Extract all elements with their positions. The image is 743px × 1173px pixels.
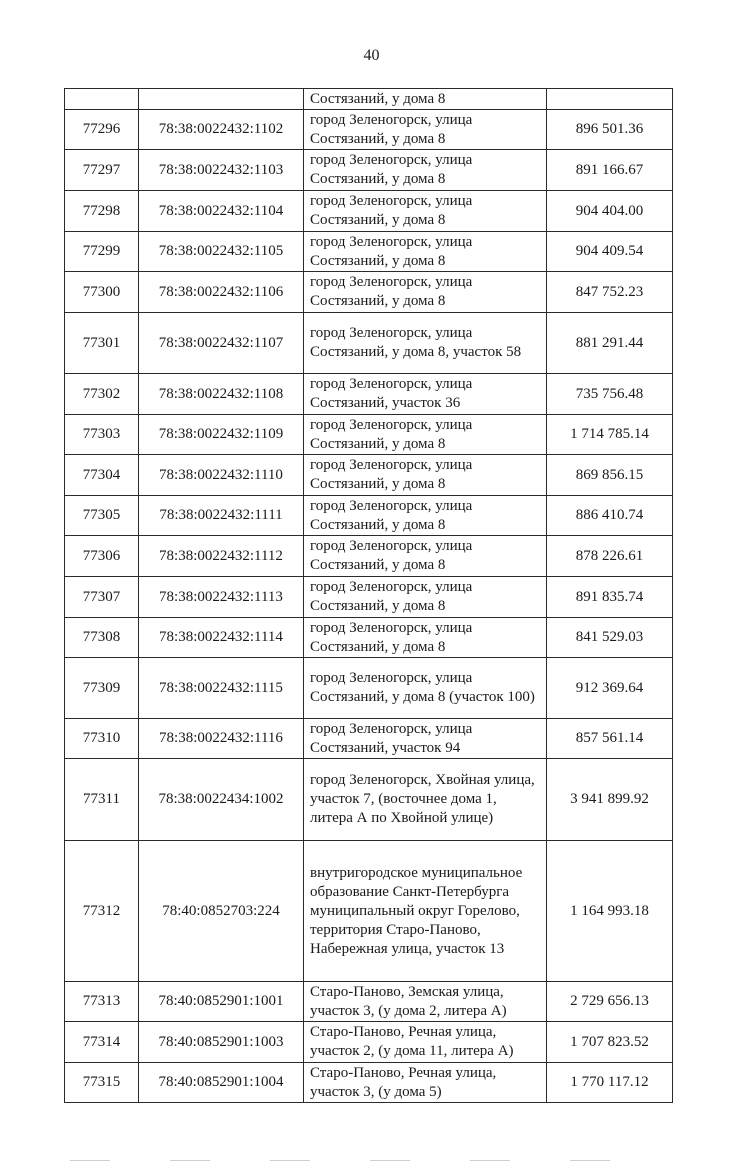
cadastral-value-cell: 1 714 785.14 bbox=[547, 415, 673, 455]
cadastral-value-cell: 896 501.36 bbox=[547, 110, 673, 150]
cadastral-value-cell: 1 164 993.18 bbox=[547, 841, 673, 982]
cadastral-number-cell: 78:38:0022432:1103 bbox=[139, 150, 304, 191]
address-cell: город Зеленогорск, улица Состязаний, у дома 8 bbox=[304, 536, 547, 577]
cadastral-value-cell: 886 410.74 bbox=[547, 496, 673, 536]
cadastral-value-cell: 2 729 656.13 bbox=[547, 982, 673, 1022]
table-row bbox=[65, 577, 673, 618]
row-number-cell: 77300 bbox=[65, 272, 139, 313]
table-row bbox=[65, 1063, 673, 1103]
table-row bbox=[65, 110, 673, 150]
row-number-cell: 77303 bbox=[65, 415, 139, 455]
cadastral-number-cell: 78:38:0022432:1114 bbox=[139, 618, 304, 658]
cadastral-value-cell: 1 707 823.52 bbox=[547, 1022, 673, 1063]
cadastral-value-cell: 857 561.14 bbox=[547, 719, 673, 759]
table-row bbox=[65, 232, 673, 272]
cadastral-number-cell: 78:38:0022432:1106 bbox=[139, 272, 304, 313]
table-row bbox=[65, 374, 673, 415]
cadastral-number-cell: 78:38:0022432:1110 bbox=[139, 455, 304, 496]
table-row bbox=[65, 89, 673, 110]
cadastral-number-cell: 78:40:0852703:224 bbox=[139, 841, 304, 982]
row-number-cell: 77314 bbox=[65, 1022, 139, 1063]
row-number-cell: 77296 bbox=[65, 110, 139, 150]
table-body bbox=[65, 89, 673, 1103]
cadastral-number-cell: 78:38:0022432:1116 bbox=[139, 719, 304, 759]
cadastral-number-cell: 78:40:0852901:1001 bbox=[139, 982, 304, 1022]
address-cell: город Зеленогорск, улица Состязаний, у дома 8, участок 58 bbox=[304, 313, 547, 374]
table-row bbox=[65, 191, 673, 232]
address-cell: Старо-Паново, Земская улица, участок 3, (у дома 2, литера А) bbox=[304, 982, 547, 1022]
address-cell: город Зеленогорск, улица Состязаний, у дома 8 bbox=[304, 272, 547, 313]
address-cell: город Зеленогорск, улица Состязаний, у дома 8 bbox=[304, 232, 547, 272]
cadastral-value-cell: 869 856.15 bbox=[547, 455, 673, 496]
cadastral-number-cell: 78:38:0022432:1108 bbox=[139, 374, 304, 415]
address-cell: город Зеленогорск, улица Состязаний, у дома 8 bbox=[304, 150, 547, 191]
cadastral-value-cell: 904 404.00 bbox=[547, 191, 673, 232]
table-row bbox=[65, 272, 673, 313]
cadastral-value-cell: 891 166.67 bbox=[547, 150, 673, 191]
cadastral-value-cell: 841 529.03 bbox=[547, 618, 673, 658]
cadastral-value-cell: 881 291.44 bbox=[547, 313, 673, 374]
row-number-cell: 77304 bbox=[65, 455, 139, 496]
address-cell: город Зеленогорск, улица Состязаний, у дома 8 bbox=[304, 455, 547, 496]
table-row bbox=[65, 759, 673, 841]
table-row bbox=[65, 536, 673, 577]
row-number-cell: 77307 bbox=[65, 577, 139, 618]
table-row bbox=[65, 1022, 673, 1063]
cadastral-value-cell: 904 409.54 bbox=[547, 232, 673, 272]
row-number-cell: 77306 bbox=[65, 536, 139, 577]
address-cell: город Зеленогорск, улица Состязаний, участок 36 bbox=[304, 374, 547, 415]
table-row bbox=[65, 982, 673, 1022]
row-number-cell bbox=[65, 89, 139, 110]
row-number-cell: 77309 bbox=[65, 658, 139, 719]
row-number-cell: 77310 bbox=[65, 719, 139, 759]
row-number-cell: 77298 bbox=[65, 191, 139, 232]
table-row bbox=[65, 841, 673, 982]
cadastral-number-cell: 78:38:0022432:1104 bbox=[139, 191, 304, 232]
table-row bbox=[65, 719, 673, 759]
address-cell: Состязаний, у дома 8 bbox=[304, 89, 547, 110]
row-number-cell: 77312 bbox=[65, 841, 139, 982]
row-number-cell: 77308 bbox=[65, 618, 139, 658]
cadastral-number-cell: 78:38:0022432:1109 bbox=[139, 415, 304, 455]
cadastral-value-cell: 3 941 899.92 bbox=[547, 759, 673, 841]
address-cell: город Зеленогорск, улица Состязаний, у дома 8 bbox=[304, 191, 547, 232]
table-row bbox=[65, 150, 673, 191]
address-cell: город Зеленогорск, улица Состязаний, у дома 8 bbox=[304, 496, 547, 536]
cadastral-number-cell: 78:40:0852901:1003 bbox=[139, 1022, 304, 1063]
row-number-cell: 77305 bbox=[65, 496, 139, 536]
cadastral-number-cell: 78:40:0852901:1004 bbox=[139, 1063, 304, 1103]
table-row bbox=[65, 455, 673, 496]
table-row bbox=[65, 313, 673, 374]
cadastral-value-cell: 1 770 117.12 bbox=[547, 1063, 673, 1103]
table-row bbox=[65, 658, 673, 719]
row-number-cell: 77315 bbox=[65, 1063, 139, 1103]
cadastral-number-cell: 78:38:0022432:1111 bbox=[139, 496, 304, 536]
row-number-cell: 77313 bbox=[65, 982, 139, 1022]
address-cell: Старо-Паново, Речная улица, участок 2, (у дома 11, литера А) bbox=[304, 1022, 547, 1063]
row-number-cell: 77297 bbox=[65, 150, 139, 191]
address-cell: город Зеленогорск, Хвойная улица, участок 7, (восточнее дома 1, литера А по Хвойной улице) bbox=[304, 759, 547, 841]
address-cell: город Зеленогорск, улица Состязаний, у дома 8 bbox=[304, 110, 547, 150]
address-cell: Старо-Паново, Речная улица, участок 3, (у дома 5) bbox=[304, 1063, 547, 1103]
cadastral-value-cell: 912 369.64 bbox=[547, 658, 673, 719]
row-number-cell: 77311 bbox=[65, 759, 139, 841]
cadastral-number-cell: 78:38:0022432:1113 bbox=[139, 577, 304, 618]
address-cell: город Зеленогорск, улица Состязаний, участок 94 bbox=[304, 719, 547, 759]
table-row bbox=[65, 618, 673, 658]
cadastral-number-cell bbox=[139, 89, 304, 110]
row-number-cell: 77302 bbox=[65, 374, 139, 415]
cadastral-number-cell: 78:38:0022432:1102 bbox=[139, 110, 304, 150]
row-number-cell: 77299 bbox=[65, 232, 139, 272]
cadastral-number-cell: 78:38:0022434:1002 bbox=[139, 759, 304, 841]
row-number-cell: 77301 bbox=[65, 313, 139, 374]
cadastral-number-cell: 78:38:0022432:1115 bbox=[139, 658, 304, 719]
address-cell: город Зеленогорск, улица Состязаний, у дома 8 (участок 100) bbox=[304, 658, 547, 719]
scan-edge-marks bbox=[70, 1160, 670, 1162]
cadastral-number-cell: 78:38:0022432:1105 bbox=[139, 232, 304, 272]
cadastral-value-table bbox=[64, 88, 673, 1103]
cadastral-value-cell: 878 226.61 bbox=[547, 536, 673, 577]
cadastral-value-cell: 847 752.23 bbox=[547, 272, 673, 313]
address-cell: город Зеленогорск, улица Состязаний, у дома 8 bbox=[304, 415, 547, 455]
table-row bbox=[65, 496, 673, 536]
table-row bbox=[65, 415, 673, 455]
cadastral-value-cell bbox=[547, 89, 673, 110]
cadastral-number-cell: 78:38:0022432:1112 bbox=[139, 536, 304, 577]
cadastral-number-cell: 78:38:0022432:1107 bbox=[139, 313, 304, 374]
address-cell: город Зеленогорск, улица Состязаний, у дома 8 bbox=[304, 618, 547, 658]
address-cell: внутригородское муниципальное образование Санкт-Петербурга муниципальный округ Горелово, территория Старо-Паново, Набережная улица, участок 13 bbox=[304, 841, 547, 982]
address-cell: город Зеленогорск, улица Состязаний, у дома 8 bbox=[304, 577, 547, 618]
cadastral-value-cell: 891 835.74 bbox=[547, 577, 673, 618]
page-number: 40 bbox=[363, 47, 380, 64]
cadastral-value-cell: 735 756.48 bbox=[547, 374, 673, 415]
